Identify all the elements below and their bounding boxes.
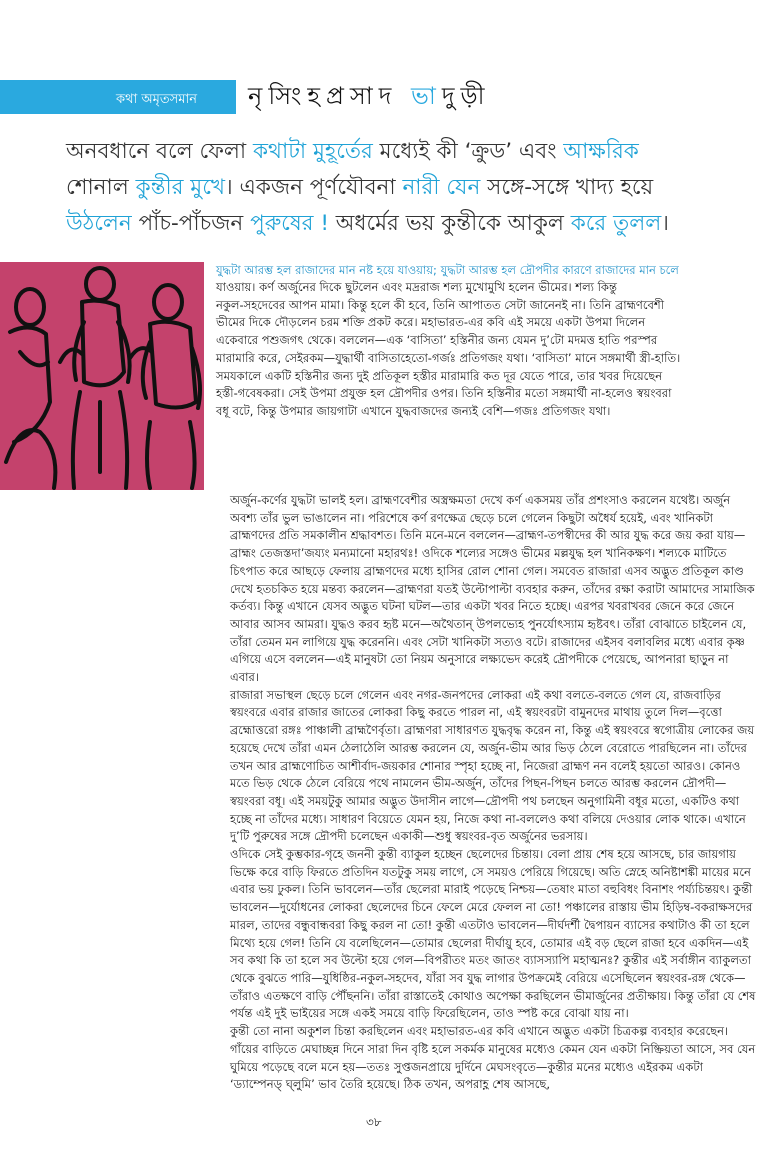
pull-quote-line: উঠলেন পাঁচ-পাঁচজন পুরুষের ! অধর্মের ভয় কুন্তীকে আকুল করে তুলল। (66, 211, 669, 236)
paragraph: ওদিকে সেই কুম্ভকার-গৃহে জননী কুন্তী ব্যাকুল হচ্ছেন ছেলেদের চিন্তায়। বেলা প্রায় শেষ হয়ে আসছে, চার জায়গায় ভিক্ষে করে বাড়ি ফিরতে প্রতিদিন যতটুকু সময় লাগে, সে সময়ও পেরিয়ে গিয়েছে। অতি স্নেহে অনিষ্টাশঙ্কী মায়ের মনে এবার ভয় ঢুকল। তিনি ভাবলেন—তাঁর ছেলেরা মারাই পড়েছে নিশ্চয়—তেষাং মাতা বহুবিধং বিনাশং পর্য্যচিন্তয়ৎ। কুন্তী ভাবলেন—দুর্যোধনের লোকরা ছেলেদের চিনে ফেলে মেরে ফেলল না তো! পঞ্চালের রাস্তায় ভীম হিড়িম্ব-বকরাক্ষসদের মারল, তাদের বন্ধুবান্ধবরা কিছু করল না তো! কুন্তী এতটাও ভাবলেন—দীর্ঘদর্শী দ্বৈপায়ন ব্যাসের কথাটাও কী তা হলে মিথ্যে হয়ে গেল! তিনি যে বলেছিলেন—তোমার ছেলেরা দীর্ঘায়ু হবে, তোমার এই বড় ছেলে রাজা হবে একদিন—এই সব কথা কি তা হলে সব উল্টো হয়ে গেল—বিপরীতং মতং জাতং ব্যাসস্যাপি মহাত্মনঃ? কুন্তীর এই সর্বাঙ্গীন ব্যাকুলতা থেকে বুঝতে পারি—যুধিষ্ঠির-নকুল-সহদেব, যাঁরা সব যুদ্ধ লাগার উপক্রমেই বেরিয়ে এসেছিলেন স্বয়ংবর-রঙ্গ থেকে—তাঁরাও এতক্ষণে বাড়ি পৌঁছননি। তাঁরা রাস্তাতেই কোথাও অপেক্ষা করছিলেন ভীমার্জুনের প্রতীক্ষায়। কিন্তু তাঁরা যে শেষ পর্যন্ত এই দুই ভাইয়ের সঙ্গে একই সময়ে বাড়ি ফিরেছিলেন, তাও স্পষ্ট করে বোঝা যায় না। (230, 847, 756, 1021)
series-label: কথা অমৃতসমান (116, 92, 197, 107)
intro-line: যুদ্ধটা আরম্ভ হল রাজাদের মান নষ্ট হয়ে যাওয়ায়; যুদ্ধটা আরম্ভ হল দ্রৌপদীর কারণে রাজাদের মান চলে (216, 263, 679, 277)
paragraph: রাজারা সভাস্থল ছেড়ে চলে গেলেন এবং নগর-জনপদের লোকরা এই কথা বলতে-বলতে গেল যে, রাজবাড়ির স্বয়ংবরে এবার রাজার জাতের লোকরা কিছু করতে পারল না, এই স্বয়ংবরটা বামুনদের মাথায় তুলে দিল—বৃত্তো ব্রহ্মোত্তরো রঙ্গঃ পাঞ্চালী ব্রাহ্মণৈর্বৃতা। ব্রাহ্মণরা সাধারণত যুদ্ধবৃদ্ধ করেন না, কিন্তু এই স্বয়ংবরে স্বগোত্রীয় লোকের জয় হয়েছে দেখে তাঁরা এমন ঠেলাঠেলি আরম্ভ করলেন যে, অর্জুন-ভীম আর ভিড় ঠেলে বেরোতে পারছিলেন না। তাঁদের তখন আর ব্রাহ্মণোচিত আশীর্বাদ-জয়কার শোনার স্পৃহা হচ্ছে না, নিজেরা ব্রাহ্মণ নন বলেই হয়তো আরও। কোনও মতে ভিড় থেকে ঠেলে বেরিয়ে পথে নামলেন ভীম-অর্জুন, তাঁদের পিছন-পিছন চলতে আরম্ভ করলেন দ্রৌপদী—স্বয়ংবরা বধূ। এই সময়টুকু আমার অদ্ভুত উদাসীন লাগে—দ্রৌপদী পথ চলছেন অনুগামিনী বধূর মতো, একটিও কথা হচ্ছে না তাঁদের মধ্যে। সাধারণ বিয়েতে যেমন হয়, নিজে কথা না-বললেও কথা বলিয়ে দেওয়ার লোক থাকে। এখানে দু’টি পুরুষের সঙ্গে দ্রৌপদী চলেছেন একাকী—শুধু স্বয়ংবর-বৃত অর্জুনের ভরসায়। (230, 687, 755, 844)
pull-quote-line: শোনাল কুন্তীর মুখে। একজন পূর্ণযৌবনা নারী যেন সঙ্গে-সঙ্গে খাদ্য হয়ে (66, 175, 654, 200)
illustration-figures-icon (0, 262, 204, 490)
pull-quote-line: অনবধানে বলে ফেলা কথাটা মুহূর্তের মধ্যেই কী ‘ক্রুড’ এবং আক্ষরিক (66, 139, 639, 164)
paragraph: কুন্তী তো নানা অকুশল চিন্তা করছিলেন এবং মহাভারত-এর কবি এখানে অদ্ভুত একটা চিত্রকল্প ব্যবহার করেছেন। গাঁয়ের বাড়িতে মেঘাচ্ছন্ন দিনে সারা দিন বৃষ্টি হলে সকর্মক মানুষের মধ্যেও কেমন যেন একটা নিষ্ক্রিয়তা আসে, সব যেন ঘুমিয়ে পড়েছে বলে মনে হয়—ততঃ সুপ্তজনপ্রায়ে দুর্দিনে মেঘসংবৃতে—কুন্তীর মনের মধ্যেও এইরকম একটা ‘ড্যাম্পেনড্ ঘ্লুমি’ ভাব তৈরি হয়েছে। ঠিক তখন, অপরাহ্ণ শেষ আসছে, (230, 1024, 756, 1092)
author-name: নৃসিংহপ্রসাদ ভাদুড়ী (248, 82, 491, 110)
illustration-figures-icon (0, 262, 204, 490)
body-column (216, 492, 756, 1094)
pull-quote (66, 134, 716, 242)
page-number: ৩৮ (366, 1115, 382, 1129)
body-column-top: যাওয়ায়। কর্ণ অর্জুনের দিকে ছুটলেন এবং মদ্ররাজ শল্য মুখোমুখি হলেন ভীমের। শল্য কিন্তু নকুল-সহদেবের আপন মামা। কিন্তু হলে কী হবে, তিনি আপাতত সেটা জানেনই না। তিনি ব্রাহ্মণবেশী ভীমের দিকে দৌড়লেন চরম শক্তি প্রকট করে। মহাভারত-এর কবি এই সময়ে একটা উপমা দিলেন একেবারে পশুজগৎ থেকে। বললেন—এক ‘বাসিতা’ হস্তিনীর জন্য যেমন দু’টো মদমত্ত হাতি পরস্পর মারামারি করে, সেইরকম—যুদ্ধার্থী বাসিতাহেতো-গর্জঃ প্রতিগজং যথা। ‘বাসিতা’ মানে সঙ্গমার্থী স্ত্রী-হাতি। সমযকালে একটি হস্তিনীর জন্য দুই প্রতিকূল হস্তীর মারামারি কত দূর যেতে পারে, তার খবর দিয়েছেন হস্তী-গবেষকরা। সেই উপমা প্রযুক্ত হল দ্রৌপদীর ওপর। তিনি হস্তিনীর মতো সঙ্গমার্থী না-হলেও স্বয়ংবরা বধূ বটে, কিন্তু উপমার জায়গাটা এখানে যুদ্ধবাজদের জন্যই বেশি—গজঃ প্রতিগজং যথা। (216, 280, 681, 418)
paragraph: অর্জুন-কর্ণের যুদ্ধটা ভালই হল। ব্রাহ্মণবেশীর অস্ত্রক্ষমতা দেখে কর্ণ একসময় তাঁর প্রশংসাও করলেন যথেষ্ট। অর্জুন অবশ্য তাঁর ভুল ভাঙালেন না। পরিশেষে কর্ণ রণক্ষেত্র ছেড়ে চলে গেলেন কিছুটা অধৈর্য হয়েই, এবং খানিকটা ব্রাহ্মণদের প্রতি সমকালীন শ্রদ্ধাবশত। তিনি মনে-মনে বললেন—ব্রাহ্মণ-তপস্বীদের কী আর যুদ্ধ করে জয় করা যায়—ব্রাহ্মং তেজস্তদা’জয্যং মন্যমানো মহারথঃ! ওদিকে শল্যের সঙ্গেও ভীমের মল্লযুদ্ধ হল খানিকক্ষণ। শল্যকে মাটিতে চিৎপাত করে আছড়ে ফেলায় ব্রাহ্মণদের মধ্যে হাসির রোল শোনা গেল। সমবেত রাজারা এসব অদ্ভুত প্রতিকূল কাণ্ড দেখে হতচকিত হয়ে মন্তব্য করলেন—ব্রাহ্মণরা যতই উল্টোপাল্টা ব্যবহার করুন, তাঁদের রক্ষা করাটা আমাদের সামাজিক কর্তব্য। কিন্তু এখানে যেসব অদ্ভুত ঘটনা ঘটল—তার একটা খবর নিতে হচ্ছে। এরপর খবরাখবর জেনে করে জেনে আবার আসব আমরা। যুদ্ধও করব হৃষ্ট মনে—অথৈতান্ উপলভ্যেহ পুনর্যোৎস্যাম হৃষ্টবৎ। তাঁরা বোঝাতে চাইলেন যে, তাঁরা তেমন মন লাগিয়ে যুদ্ধ করেননি। এবং সেটা খানিকটা সত্যও বটে। রাজাদের এইসব বলাবলির মধ্যে এবার কৃষ্ণ এগিয়ে এসে বললেন—এই মানুষটা তো নিয়ম অনুসারে লক্ষ্যভেদ করেই দ্রৌপদীকে পেয়েছে, আপনারা ছাড়ুন না এবার। (230, 493, 755, 685)
